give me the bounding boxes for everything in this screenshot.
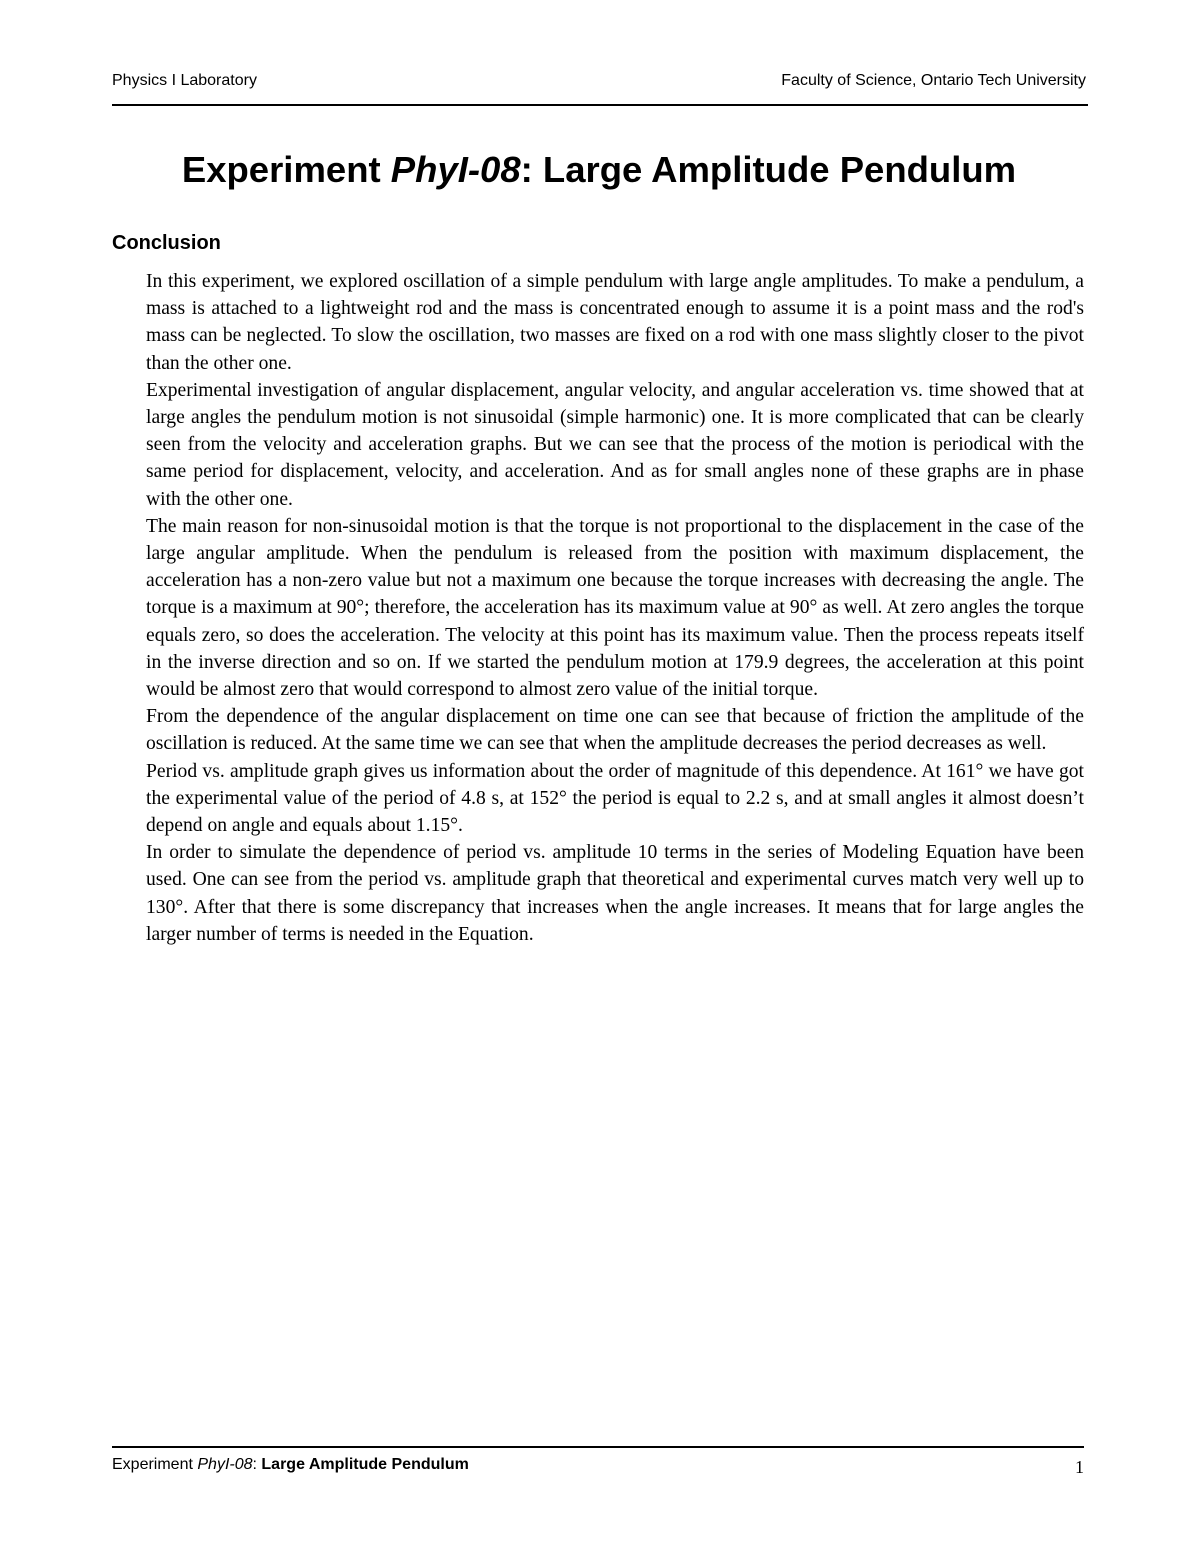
page-header <box>112 70 1086 92</box>
paragraph: In this experiment, we explored oscillation of a simple pendulum with large angle amplitudes. To make a pendulum, a mass is attached to a lightweight rod and the mass is concentrated enough to assume it is a point mass and the rod's mass can be neglected. To slow the oscillation, two masses are fixed on a rod with one mass slightly closer to the pivot than the other one. <box>146 271 1084 374</box>
footer-colon: : <box>252 1456 262 1473</box>
footer-name: Large Amplitude Pendulum <box>261 1456 469 1473</box>
conclusion-body <box>146 268 1084 948</box>
section-heading: Conclusion <box>112 232 221 254</box>
footer-prefix: Experiment <box>112 1456 198 1473</box>
paragraph: From the dependence of the angular displacement on time one can see that because of friction the amplitude of the oscillation is reduced. At the same time we can see that when the amplitude decreases the period decreases as well. <box>146 706 1084 755</box>
page-footer <box>112 1454 1084 1478</box>
footer-code: PhyI-08 <box>197 1456 253 1473</box>
header-institution: Faculty of Science, Ontario Tech University <box>781 72 1086 89</box>
paragraph: In order to simulate the dependence of period vs. amplitude 10 terms in the series of Modeling Equation have been used. One can see from the period vs. amplitude graph that theoretical and experimental curves match very well up to 130°. After that there is some discrepancy that increases when the angle increases. It means that for large angles the larger number of terms is needed in the Equation. <box>146 842 1084 945</box>
header-course: Physics I Laboratory <box>112 72 257 89</box>
paragraph: Experimental investigation of angular displacement, angular velocity, and angular acceleration vs. time showed that at large angles the pendulum motion is not sinusoidal (simple harmonic) one. It is more complicated that can be clearly seen from the velocity and acceleration graphs. But we can see that the process of the motion is periodical with the same period for displacement, velocity, and acceleration. And as for small angles none of these graphs are in phase with the other one. <box>146 379 1084 510</box>
page-title <box>112 146 1086 194</box>
header-divider <box>112 104 1088 106</box>
paragraph: The main reason for non-sinusoidal motion is that the torque is not proportional to the displacement in the case of the large angular amplitude. When the pendulum is released from the position with maximum displacement, the acceleration has a non-zero value but not a maximum one because the torque increases with decreasing the angle. The torque is a maximum at 90°; therefore, the acceleration has its maximum value at 90° as well. At zero angles the torque equals zero, so does the acceleration. The velocity at this point has its maximum value. Then the process repeats itself in the inverse direction and so on. If we started the pendulum motion at 179.9 degrees, the acceleration at this point would be almost zero that would correspond to almost zero value of the initial torque. <box>146 515 1084 701</box>
footer-divider <box>112 1446 1084 1448</box>
title-suffix: : Large Amplitude Pendulum <box>520 149 1017 190</box>
footer-title <box>112 1454 469 1476</box>
paragraph: Period vs. amplitude graph gives us information about the order of magnitude of this dependence. At 161° we have got the experimental value of the period of 4.8 s, at 152° the period is equal to 2.2 s, and at small angles it almost doesn’t depend on angle and equals about 1.15°. <box>146 760 1084 837</box>
title-prefix: Experiment <box>181 149 391 190</box>
title-code: PhyI-08 <box>390 149 521 190</box>
page-number: 1 <box>1075 1457 1084 1477</box>
